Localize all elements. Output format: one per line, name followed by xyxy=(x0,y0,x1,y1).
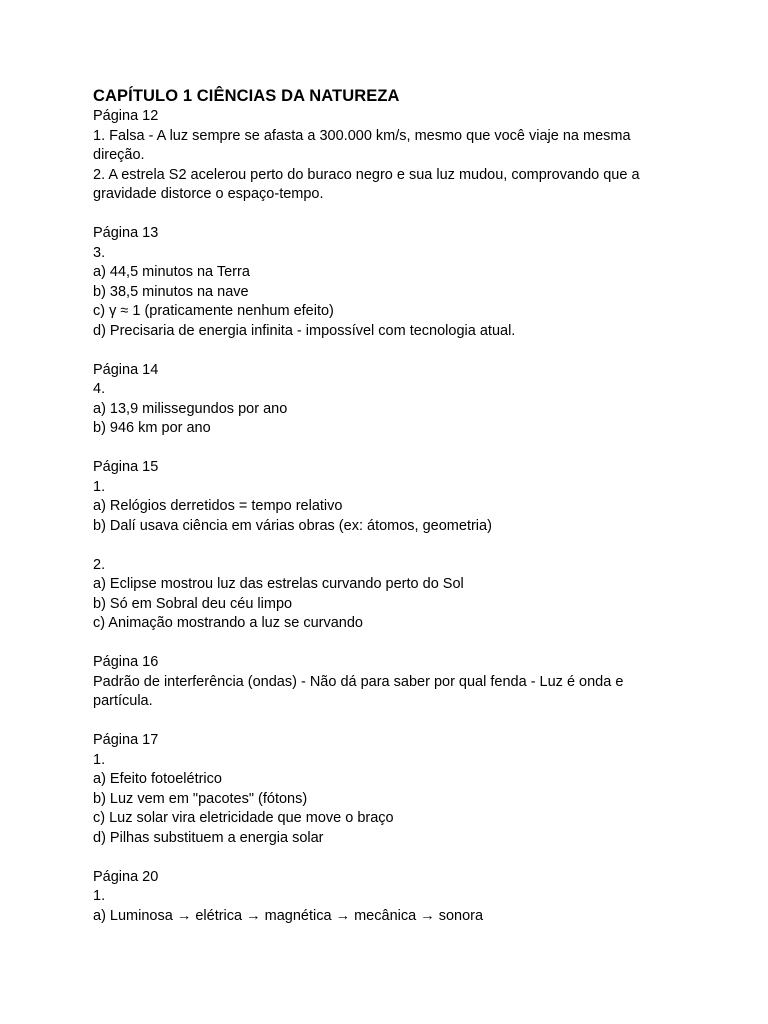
answer-line: a) Eclipse mostrou luz das estrelas curvando perto do Sol xyxy=(93,576,464,592)
answer-line: a) Relógios derretidos = tempo relativo xyxy=(93,498,343,514)
question-number: 3. xyxy=(93,244,106,261)
section-pagina-17 xyxy=(93,731,683,848)
document-title: CAPÍTULO 1 CIÊNCIAS DA NATUREZA xyxy=(93,87,400,105)
answer-line: b) Só em Sobral deu céu limpo xyxy=(93,595,293,612)
answer-line: 2. A estrela S2 acelerou perto do buraco negro e sua luz mudou, comprovando que a gravidade distorce o espaço-tempo. xyxy=(93,166,644,202)
answer-line: a) 44,5 minutos na Terra xyxy=(93,264,250,280)
section-pagina-15-q2 xyxy=(93,556,683,634)
answer-line: b) 38,5 minutos na nave xyxy=(93,283,249,300)
page-heading: Página 12 xyxy=(93,108,159,124)
question-number: 4. xyxy=(93,381,106,397)
section-pagina-16 xyxy=(93,653,683,712)
page-heading: Página 15 xyxy=(93,459,159,475)
page-heading: Página 13 xyxy=(93,225,159,241)
section-pagina-13 xyxy=(93,224,683,341)
answer-line: c) Animação mostrando a luz se curvando xyxy=(93,615,363,631)
page-heading: Página 20 xyxy=(93,868,159,885)
answer-line: Padrão de interferência (ondas) - Não dá para saber por qual fenda - Luz é onda e partícula. xyxy=(93,673,628,709)
question-number: 1. xyxy=(93,478,106,495)
question-number: 1. xyxy=(93,751,106,768)
section-pagina-12 xyxy=(93,107,683,205)
question-number: 2. xyxy=(93,556,106,573)
page-heading: Página 14 xyxy=(93,361,159,378)
answer-line: c) Luz solar vira eletricidade que move o braço xyxy=(93,810,394,826)
page-heading: Página 16 xyxy=(93,654,159,670)
page-heading: Página 17 xyxy=(93,732,159,748)
answer-line: c) γ ≈ 1 (praticamente nenhum efeito) xyxy=(93,303,334,319)
answer-line: d) Precisaria de energia infinita - impossível com tecnologia atual. xyxy=(93,322,516,339)
answer-line: d) Pilhas substituem a energia solar xyxy=(93,829,324,846)
answer-line: a) 13,9 milissegundos por ano xyxy=(93,400,288,417)
answer-line: a) Efeito fotoelétrico xyxy=(93,771,222,787)
answer-line: a) Luminosa → elétrica → magnética → mecânica → sonora xyxy=(93,907,484,924)
answer-line: b) Dalí usava ciência em várias obras (ex: átomos, geometria) xyxy=(93,517,492,534)
document-page xyxy=(93,86,683,926)
section-pagina-20 xyxy=(93,868,683,927)
question-number: 1. xyxy=(93,888,106,904)
section-pagina-14 xyxy=(93,361,683,439)
answer-line: 1. Falsa - A luz sempre se afasta a 300.000 km/s, mesmo que você viaje na mesma direção. xyxy=(93,127,635,163)
answer-line: b) 946 km por ano xyxy=(93,420,211,436)
answer-line: b) Luz vem em "pacotes" (fótons) xyxy=(93,790,308,807)
section-pagina-15-q1 xyxy=(93,458,683,536)
